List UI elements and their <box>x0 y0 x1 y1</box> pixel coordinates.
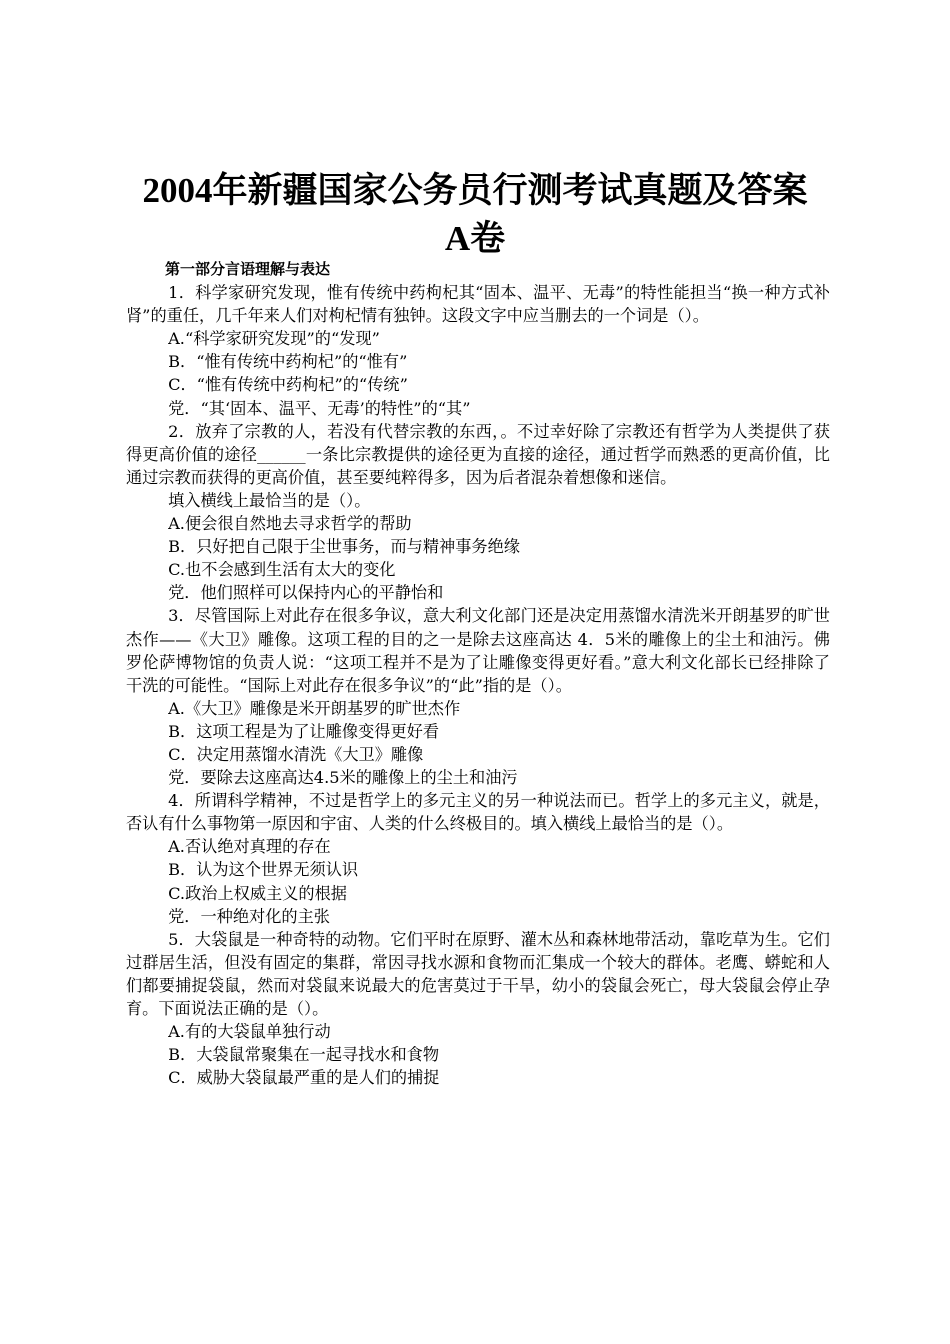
option-a: A.有的大袋鼠单独行动 <box>168 1022 331 1042</box>
question-2 <box>126 420 830 605</box>
question-1 <box>126 281 830 420</box>
option-d: 党．他们照样可以保持内心的平静怡和 <box>168 583 444 603</box>
option-a: A.否认绝对真理的存在 <box>168 837 331 857</box>
document-title: 2004年新疆国家公务员行测考试真题及答案 <box>142 171 808 210</box>
question-stem: 2．放弃了宗教的人，若没有代替宗教的东西，。不过幸好除了宗教还有哲学为人类提供了获得更高价值的途径______一条比宗教提供的途径更为直接的途径，通过哲学而熟悉的更高价值，比通过宗教而获得的更高价值，甚至要纯粹得多，因为后者混杂着想像和迷信。 <box>126 421 830 487</box>
option-b: B．“惟有传统中药枸杞”的“惟有” <box>168 352 408 372</box>
section-heading: 第一部分言语理解与表达 <box>165 260 331 278</box>
option-c: C．“惟有传统中药枸杞”的“传统” <box>168 375 408 395</box>
question-5 <box>126 928 830 1090</box>
question-stem: 4．所谓科学精神，不过是哲学上的多元主义的另一种说法而已。哲学上的多元主义，就是，否认有什么事物第一原因和宇宙、人类的什么终极目的。填入横线上最恰当的是（）。 <box>126 791 830 834</box>
option-d: 党．“其‘固本、温平、无毒’的特性”的“其” <box>168 398 471 418</box>
question-stem: 5．大袋鼠是一种奇特的动物。它们平时在原野、灌木丛和森林地带活动，靠吃草为生。它们过群居生活，但没有固定的集群，常因寻找水源和食物而汇集成一个较大的群体。老鹰、蟒蛇和人们都要捕捉袋鼠，然而对袋鼠来说最大的危害莫过于干旱，幼小的袋鼠会死亡，母大袋鼠会停止孕育。下面说法正确的是（）。 <box>126 929 830 1018</box>
option-a: A.便会很自然地去寻求哲学的帮助 <box>168 514 412 534</box>
question-4 <box>126 789 830 928</box>
option-a: A.《大卫》雕像是米开朗基罗的旷世杰作 <box>168 698 461 718</box>
option-c: C.政治上权威主义的根据 <box>168 883 347 903</box>
document-subtitle: A卷 <box>444 219 506 258</box>
option-c: C.也不会感到生活有太大的变化 <box>168 560 396 580</box>
question-stem: 3．尽管国际上对此存在很多争议，意大利文化部门还是决定用蒸馏水清洗米开朗基罗的旷世杰作——《大卫》雕像。这项工程的目的之一是除去这座高达 4．5米的雕像上的尘土和油污。佛罗伦萨博物馆的负责人说：“这项工程并不是为了让雕像变得更好看。”意大利文化部长已经排除了干洗的可能性。“国际上对此存在很多争议”的“此”指的是（）。 <box>126 606 830 695</box>
question-3 <box>126 604 830 789</box>
option-b: B．只好把自己限于尘世事务，而与精神事务绝缘 <box>168 537 520 557</box>
option-d: 党．一种绝对化的主张 <box>168 906 330 926</box>
option-b: B．大袋鼠常聚集在一起寻找水和食物 <box>168 1045 440 1065</box>
question-stem: 1．科学家研究发现，惟有传统中药枸杞其“固本、温平、无毒”的特性能担当“换一种方式补肾”的重任，几千年来人们对枸杞情有独钟。这段文字中应当删去的一个词是（）。 <box>126 283 830 326</box>
option-a: A.“科学家研究发现”的“发现” <box>168 329 380 349</box>
document-body <box>126 258 830 1089</box>
question-prompt: 填入横线上最恰当的是（）。 <box>168 490 371 510</box>
option-c: C．决定用蒸馏水清洗《大卫》雕像 <box>168 744 424 764</box>
option-b: B．这项工程是为了让雕像变得更好看 <box>168 721 440 741</box>
option-b: B．认为这个世界无须认识 <box>168 860 359 880</box>
option-c: C．威胁大袋鼠最严重的是人们的捕捉 <box>168 1068 440 1088</box>
option-d: 党．要除去这座高达4.5米的雕像上的尘土和油污 <box>168 768 518 788</box>
